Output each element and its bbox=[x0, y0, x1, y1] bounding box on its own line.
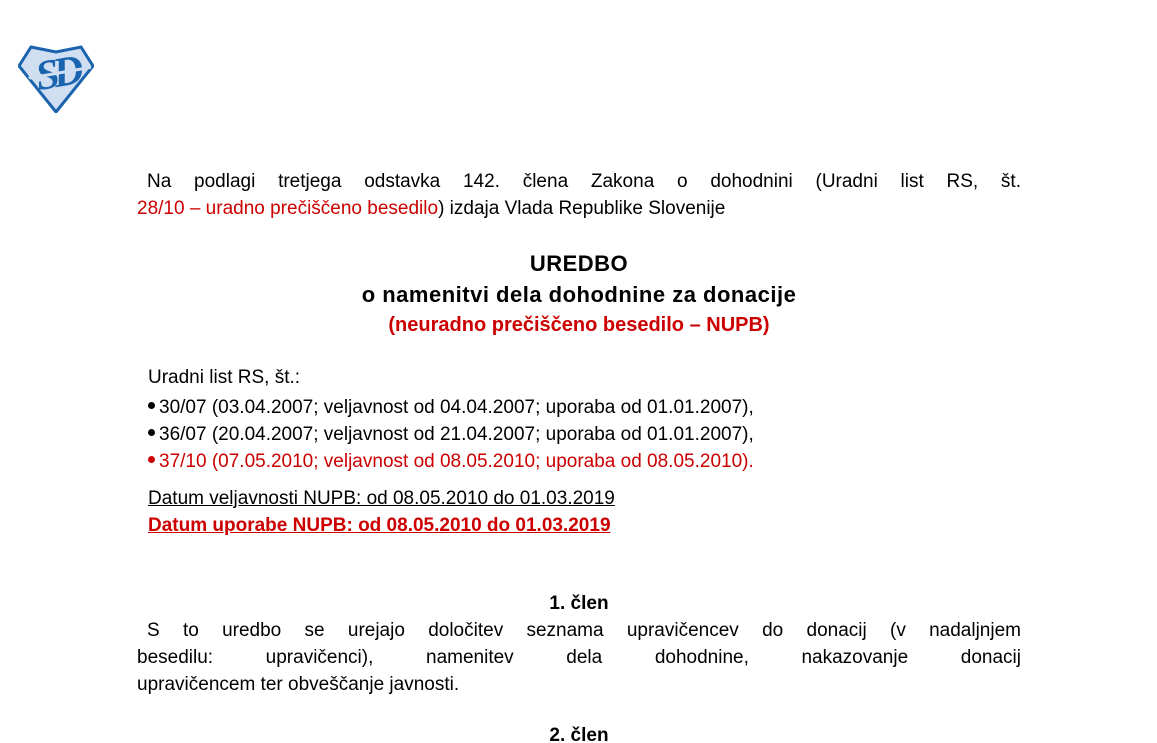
gazette-item bbox=[137, 421, 1021, 448]
article1-heading: 1. člen bbox=[549, 593, 609, 614]
intro-paragraph-line2 bbox=[137, 195, 1021, 222]
validity-dates bbox=[137, 485, 1021, 512]
validity-date-line: Datum veljavnosti NUPB: od 08.05.2010 do 01.03.2019 bbox=[148, 488, 615, 509]
gazette-item-text: 37/10 (07.05.2010; veljavnost od 08.05.2010; uporaba od 08.05.2010). bbox=[159, 451, 754, 472]
document-title: UREDBO bbox=[529, 251, 629, 276]
usage-date-line: Datum uporabe NUPB: od 08.05.2010 do 01.03.2019 bbox=[148, 515, 611, 536]
document-subtitle: (neuradno prečiščeno besedilo – NUPB) bbox=[388, 314, 770, 336]
gazette-heading: Uradni list RS, št.: bbox=[148, 367, 301, 388]
intro-red-fragment: 28/10 – uradno prečiščeno besedilo bbox=[137, 198, 439, 219]
gazette-item bbox=[137, 394, 1021, 421]
article1-line1: S to uredbo se urejajo določitev seznama upravičencev do donacij (v nadaljnjem bbox=[147, 620, 1021, 641]
gazette-item-text: 30/07 (03.04.2007; veljavnost od 04.04.2007; uporaba od 01.01.2007), bbox=[159, 397, 754, 418]
article1-line2: besedilu: upravičenci), namenitev dela dohodnine, nakazovanje donacij bbox=[137, 647, 1021, 668]
intro-paragraph-line1: Na podlagi tretjega odstavka 142. člena Zakona o dohodnini (Uradni list RS, št. bbox=[147, 171, 1021, 192]
bullet-icon bbox=[148, 402, 155, 409]
bullet-icon bbox=[148, 456, 155, 463]
bullet-icon bbox=[148, 429, 155, 436]
usage-dates bbox=[137, 512, 1021, 539]
sd-shield-logo-icon bbox=[18, 45, 94, 113]
article2-heading: 2. člen bbox=[549, 725, 609, 743]
gazette-item-text: 36/07 (20.04.2007; veljavnost od 21.04.2007; uporaba od 01.01.2007), bbox=[159, 424, 754, 445]
intro-black-fragment: ) izdaja Vlada Republike Slovenije bbox=[438, 198, 726, 219]
gazette-item bbox=[137, 448, 1021, 475]
article1-line3: upravičencem ter obveščanje javnosti. bbox=[137, 674, 460, 695]
document-title-line2: o namenitvi dela dohodnine za donacije bbox=[361, 282, 797, 307]
